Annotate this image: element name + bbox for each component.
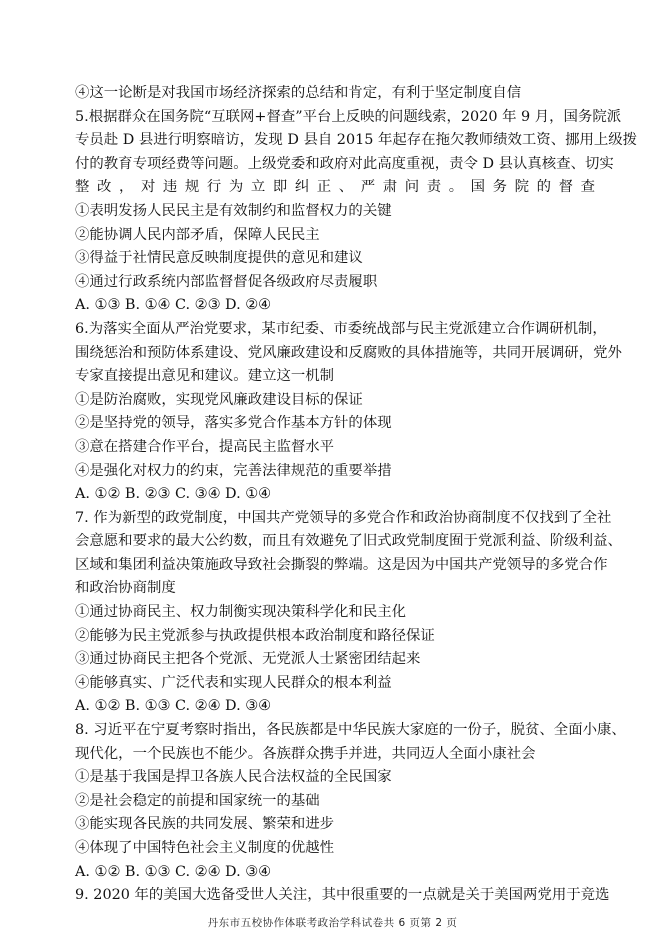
q5-stem-line: 付的教育专项经费等问题。上级党委和政府对此高度重视，责令 D 县认真核查、切实 <box>75 155 614 172</box>
q6-statement: ③意在搭建合作平台，提高民主监督水平 <box>75 438 335 455</box>
q7-statement: ②能够为民主党派参与执政提供根本政治制度和路径保证 <box>75 627 435 644</box>
q5-answer-choices: A. ①③ B. ①④ C. ②③ D. ②④ <box>75 297 272 314</box>
q6-statement: ②是坚持党的领导，落实多党合作基本方针的体现 <box>75 415 392 432</box>
question-5 <box>75 106 638 318</box>
q5-stem-line: 专员赴 D 县进行明察暗访，发现 D 县自 2015 年起存在拖欠教师绩效工资、挪用上级拨 <box>75 132 638 149</box>
q9-stem-line: 9. 2020 年的美国大选备受世人关注，其中很重要的一点就是关于美国两党用于竞选 <box>75 887 610 904</box>
q7-stem-line: 会意愿和要求的最大公约数，而且有效避免了旧式政党制度囿于党派利益、阶级利益、 <box>75 533 622 550</box>
q5-statement: ①表明发扬人民民主是有效制约和监督权力的关键 <box>75 202 392 219</box>
q6-stem-line: 6.为落实全面从严治党要求，某市纪委、市委统战部与民主党派建立合作调研机制， <box>75 320 607 337</box>
q5-stem-line: 5.根据群众在国务院“互联网+督查”平台上反映的问题线索，2020 年 9 月，国务院派 <box>75 108 622 125</box>
q6-statement: ④是强化对权力的约束，完善法律规范的重要举措 <box>75 462 392 479</box>
exam-page <box>75 82 638 908</box>
q6-stem-line: 围绕惩治和预防体系建设、党风廉政建设和反腐败的具体措施等，共同开展调研，党外 <box>75 344 622 361</box>
q5-statement: ④通过行政系统内部监督督促各级政府尽责履职 <box>75 273 378 290</box>
q8-answer-choices: A. ①② B. ①③ C. ②④ D. ③④ <box>75 863 272 880</box>
q6-statement: ①是防治腐败，实现党风廉政建设目标的保证 <box>75 391 363 408</box>
q7-stem-line: 7. 作为新型的政党制度，中国共产党领导的多党合作和政治协商制度不仅找到了全社 <box>75 509 612 526</box>
q8-statement: ①是基于我国是捍卫各族人民合法权益的全民国家 <box>75 769 392 786</box>
question-9 <box>75 884 610 908</box>
q8-stem-line: 8. 习近平在宁夏考察时指出，各民族都是中华民族大家庭的一份子，脱贫、全面小康、 <box>75 722 626 739</box>
q7-statement: ③通过协商民主把各个党派、无党派人士紧密团结起来 <box>75 651 421 668</box>
q4-option-4: ④这一论断是对我国市场经济探索的总结和肯定，有利于坚定制度自信 <box>75 85 522 101</box>
q8-statement: ②是社会稳定的前提和国家统一的基础 <box>75 792 320 809</box>
question-6 <box>75 318 622 507</box>
q8-statement: ④体现了中国特色社会主义制度的优越性 <box>75 840 335 856</box>
q7-stem-line: 区域和集团利益决策施政导致社会撕裂的弊端。这是因为中国共产党领导的多党合作 <box>75 556 608 573</box>
q6-answer-choices: A. ①② B. ②③ C. ③④ D. ①④ <box>75 486 272 503</box>
q7-statement: ①通过协商民主、权力制衡实现决策科学化和民主化 <box>75 604 406 621</box>
question-8 <box>75 719 626 884</box>
q5-stem-line: 整改，对违规行为立即纠正、严肃问责。国务院的督查 <box>75 179 595 196</box>
q5-statement: ③得益于社情民意反映制度提供的意见和建议 <box>75 250 363 267</box>
q5-statement: ②能协调人民内部矛盾，保障人民民主 <box>75 226 320 243</box>
q7-answer-choices: A. ①② B. ①③ C. ②④ D. ③④ <box>75 698 272 715</box>
q8-statement: ③能实现各民族的共同发展、繁荣和进步 <box>75 816 335 833</box>
page-footer: 丹东市五校协作体联考政治学科试卷共 6 页第 2 页 <box>207 917 458 929</box>
q7-stem-line: 和政治协商制度 <box>75 580 176 597</box>
q7-statement: ④能够真实、广泛代表和实现人民群众的根本利益 <box>75 674 392 691</box>
question-7 <box>75 507 622 719</box>
q6-stem-line: 专家直接提出意见和建议。建立这一机制 <box>75 368 335 385</box>
q8-stem-line: 现代化，一个民族也不能少。各族群众携手并进，共同迈人全面小康社会 <box>75 745 536 762</box>
